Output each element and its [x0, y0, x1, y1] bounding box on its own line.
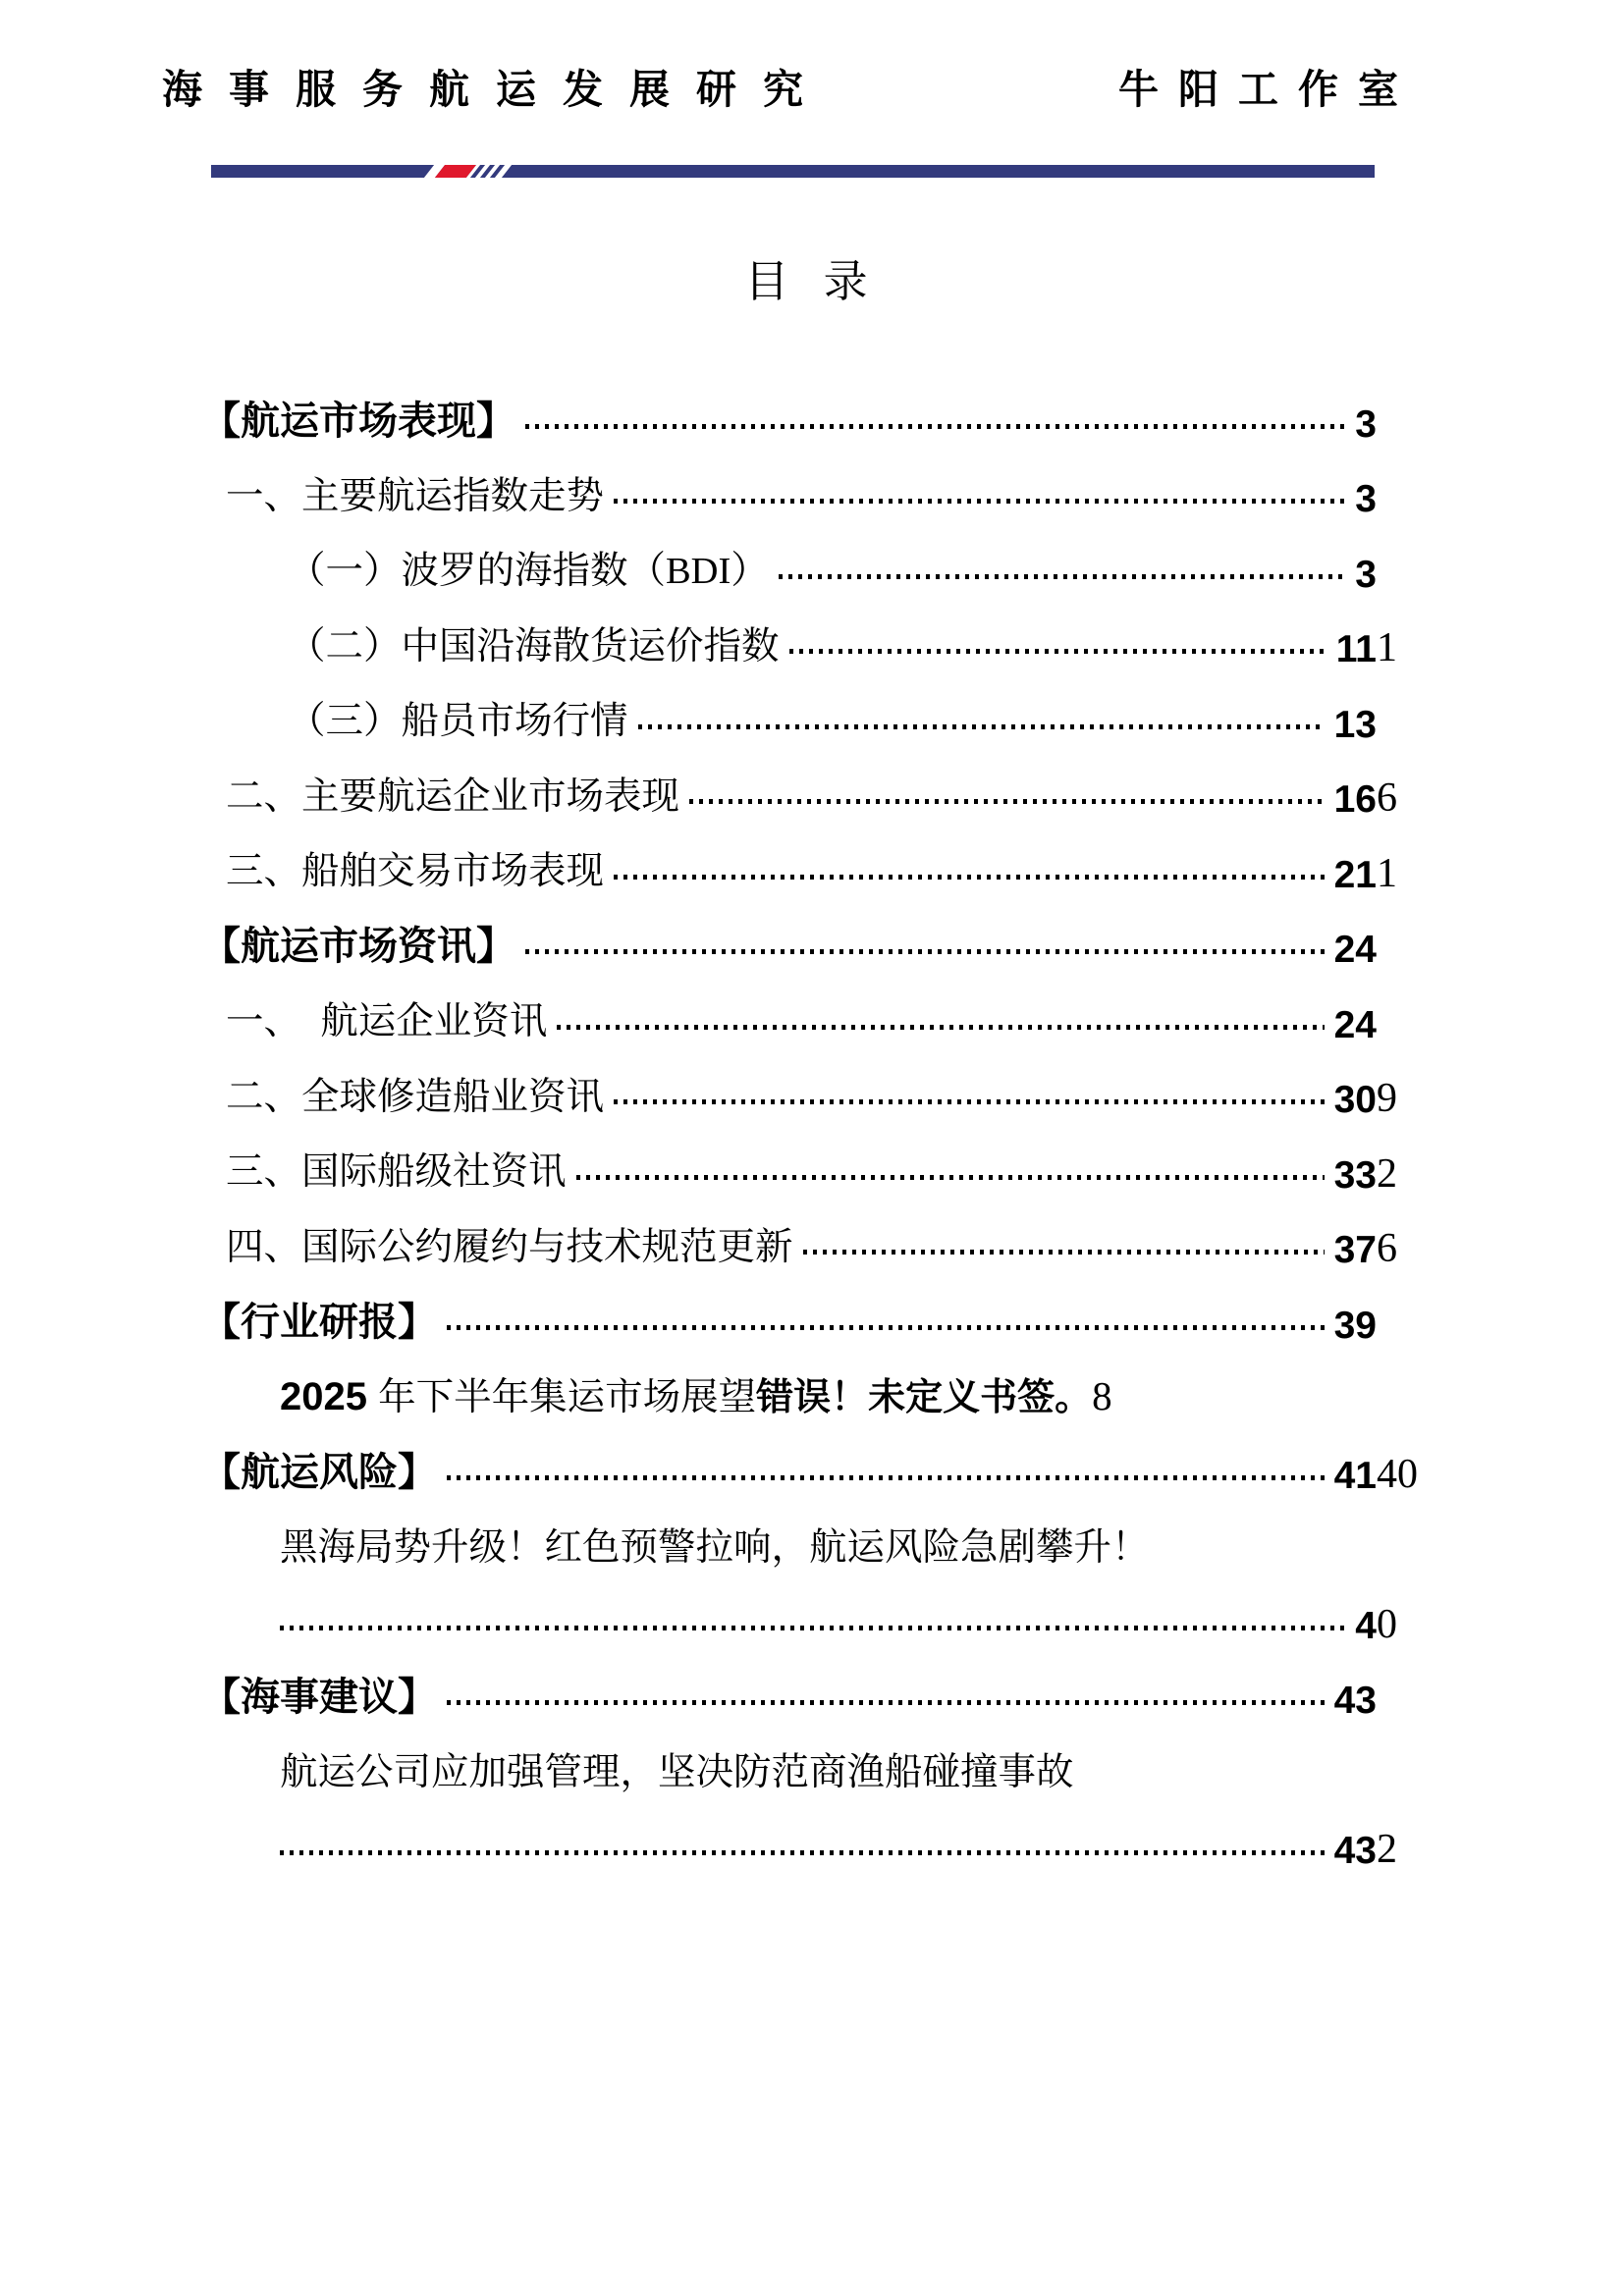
- page-number: 30: [1333, 1079, 1377, 1121]
- page-number: 16: [1333, 778, 1377, 821]
- toc-entry[interactable]: （二）中国沿海散货运价指数 11 1: [288, 625, 1397, 670]
- toc-entry-label: [201, 925, 515, 969]
- toc-entry-label: [226, 776, 679, 819]
- toc-entry-label: [280, 1374, 1112, 1419]
- page-header: [162, 57, 1418, 115]
- page-number: 3: [1355, 553, 1377, 596]
- toc-entry-label: [226, 851, 604, 893]
- toc-label-segment: 错误！未定义书签。: [756, 1376, 1093, 1418]
- dot-leader: [280, 1626, 1345, 1630]
- toc-label-segment: 【航运市场资讯】: [201, 925, 515, 969]
- toc-entry-label: [226, 1001, 547, 1043]
- page-number: 37: [1333, 1229, 1377, 1271]
- toc-label-segment: （三）船员市场行情: [288, 701, 628, 743]
- toc-entry[interactable]: [201, 528, 1377, 604]
- dot-leader: [447, 1475, 1325, 1480]
- toc-entry-label: [201, 1676, 437, 1720]
- toc-list: [201, 378, 1418, 1880]
- toc-label-segment: 四、国际公约履约与技术规范更新: [226, 1226, 793, 1268]
- dot-leader: [638, 724, 1325, 729]
- toc-entry-label: [201, 1301, 437, 1345]
- toc-label-segment: 一、 航运企业资讯: [226, 1001, 548, 1043]
- toc-label-segment: 二、主要航运企业市场表现: [226, 775, 680, 818]
- toc-label-segment: 【航运市场表现】: [201, 399, 515, 443]
- page-number: 13: [1333, 703, 1377, 746]
- dot-leader: [614, 1099, 1325, 1104]
- toc-label-segment: 二、全球修造船业资讯: [226, 1076, 605, 1118]
- toc-entry-label: [226, 1227, 793, 1269]
- dot-leader: [525, 949, 1325, 954]
- toc-entry[interactable]: [201, 1355, 1377, 1430]
- toc-entry[interactable]: 二、主要航运企业市场表现 16 6: [226, 775, 1397, 821]
- toc-entry[interactable]: [201, 1279, 1377, 1355]
- page-number: 21: [1333, 853, 1377, 896]
- page-number: 24: [1333, 929, 1377, 971]
- page-number: 43: [1333, 1830, 1377, 1872]
- page-number: 43: [1333, 1680, 1377, 1722]
- toc-entry[interactable]: [201, 904, 1377, 980]
- dot-leader: [689, 799, 1325, 804]
- toc-label-segment: 黑海局势升级！红色预警拉响，航运风险急剧攀升！: [280, 1526, 1150, 1569]
- toc-entry[interactable]: [201, 1655, 1377, 1731]
- dot-leader: [614, 875, 1325, 880]
- dot-leader: [447, 1325, 1325, 1330]
- toc-entry[interactable]: 二、全球修造船业资讯 30 9: [226, 1076, 1397, 1121]
- page-number: 33: [1333, 1153, 1377, 1197]
- page-number: 24: [1333, 1003, 1377, 1046]
- toc-entry-label: [288, 626, 780, 668]
- page-number: 4: [1355, 1604, 1377, 1647]
- toc-label-segment: 【航运风险】: [201, 1450, 437, 1494]
- page-number: 11: [1335, 628, 1377, 670]
- dot-leader: [280, 1850, 1325, 1855]
- toc-entry-label: [288, 701, 628, 743]
- toc-entry[interactable]: [201, 378, 1377, 454]
- toc-label-segment: 三、国际船级社资讯: [226, 1151, 567, 1194]
- toc-label-segment: （二）中国沿海散货运价指数: [288, 625, 780, 667]
- toc-entry-label: [280, 1752, 1074, 1794]
- header-divider-bar: [211, 165, 1375, 178]
- page-number: 39: [1333, 1304, 1377, 1347]
- toc-entry-label: [226, 1077, 604, 1119]
- dot-leader: [576, 1175, 1325, 1180]
- toc-label-segment: 航运公司应加强管理，坚决防范商渔船碰撞事故: [280, 1752, 1074, 1794]
- toc-label-segment: 一、主要航运指数走势: [226, 475, 605, 517]
- toc-label-segment: 【行业研报】: [201, 1300, 437, 1344]
- dot-leader: [557, 1025, 1324, 1030]
- toc-entry-label: [226, 476, 604, 518]
- toc-entry-label: [280, 1527, 1150, 1570]
- toc-label-segment: 8: [1092, 1372, 1112, 1418]
- toc-entry-label: [226, 1151, 567, 1194]
- toc-entry[interactable]: [201, 1505, 1377, 1580]
- dot-leader: [614, 499, 1345, 504]
- header-right-title: 牛阳工作室: [1118, 67, 1418, 112]
- dot-leader: [803, 1250, 1325, 1255]
- page-number: 3: [1355, 402, 1377, 446]
- toc-label-segment: 年下半年集运市场展望: [378, 1376, 757, 1418]
- dot-leader: [447, 1700, 1325, 1705]
- toc-entry-label: [201, 1451, 437, 1495]
- toc-label-segment: 2025: [280, 1374, 379, 1418]
- page-title: 目 录: [744, 257, 880, 306]
- toc-entry[interactable]: [201, 979, 1377, 1054]
- toc-entry-label: [288, 551, 769, 593]
- toc-entry[interactable]: 四、国际公约履约与技术规范更新 37 6: [226, 1226, 1397, 1271]
- toc-label-segment: 【海事建议】: [201, 1676, 437, 1720]
- header-left-title: 海事服务航运发展研究: [162, 67, 830, 112]
- toc-entry[interactable]: 三、国际船级社资讯 33 2: [226, 1150, 1397, 1197]
- toc-entry-label: [201, 400, 515, 444]
- dot-leader: [525, 424, 1345, 429]
- toc-entry-continuation[interactable]: 4 0: [201, 1579, 1377, 1655]
- toc-label-segment: （一）波罗的海指数（BDI）: [288, 551, 769, 593]
- toc-entry[interactable]: [201, 678, 1377, 754]
- toc-entry-continuation[interactable]: 43 2: [201, 1805, 1377, 1881]
- dot-leader: [789, 649, 1326, 654]
- dot-leader: [779, 574, 1345, 579]
- toc-entry[interactable]: [201, 454, 1377, 529]
- toc-label-segment: 三、船舶交易市场表现: [226, 851, 605, 893]
- toc-entry[interactable]: 三、船舶交易市场表现 21 1: [226, 850, 1397, 896]
- page-number: 3: [1355, 478, 1377, 520]
- page-number: 41: [1333, 1454, 1377, 1497]
- toc-entry[interactable]: [201, 1730, 1377, 1805]
- toc-entry[interactable]: 【航运风险】 41 40: [201, 1450, 1418, 1497]
